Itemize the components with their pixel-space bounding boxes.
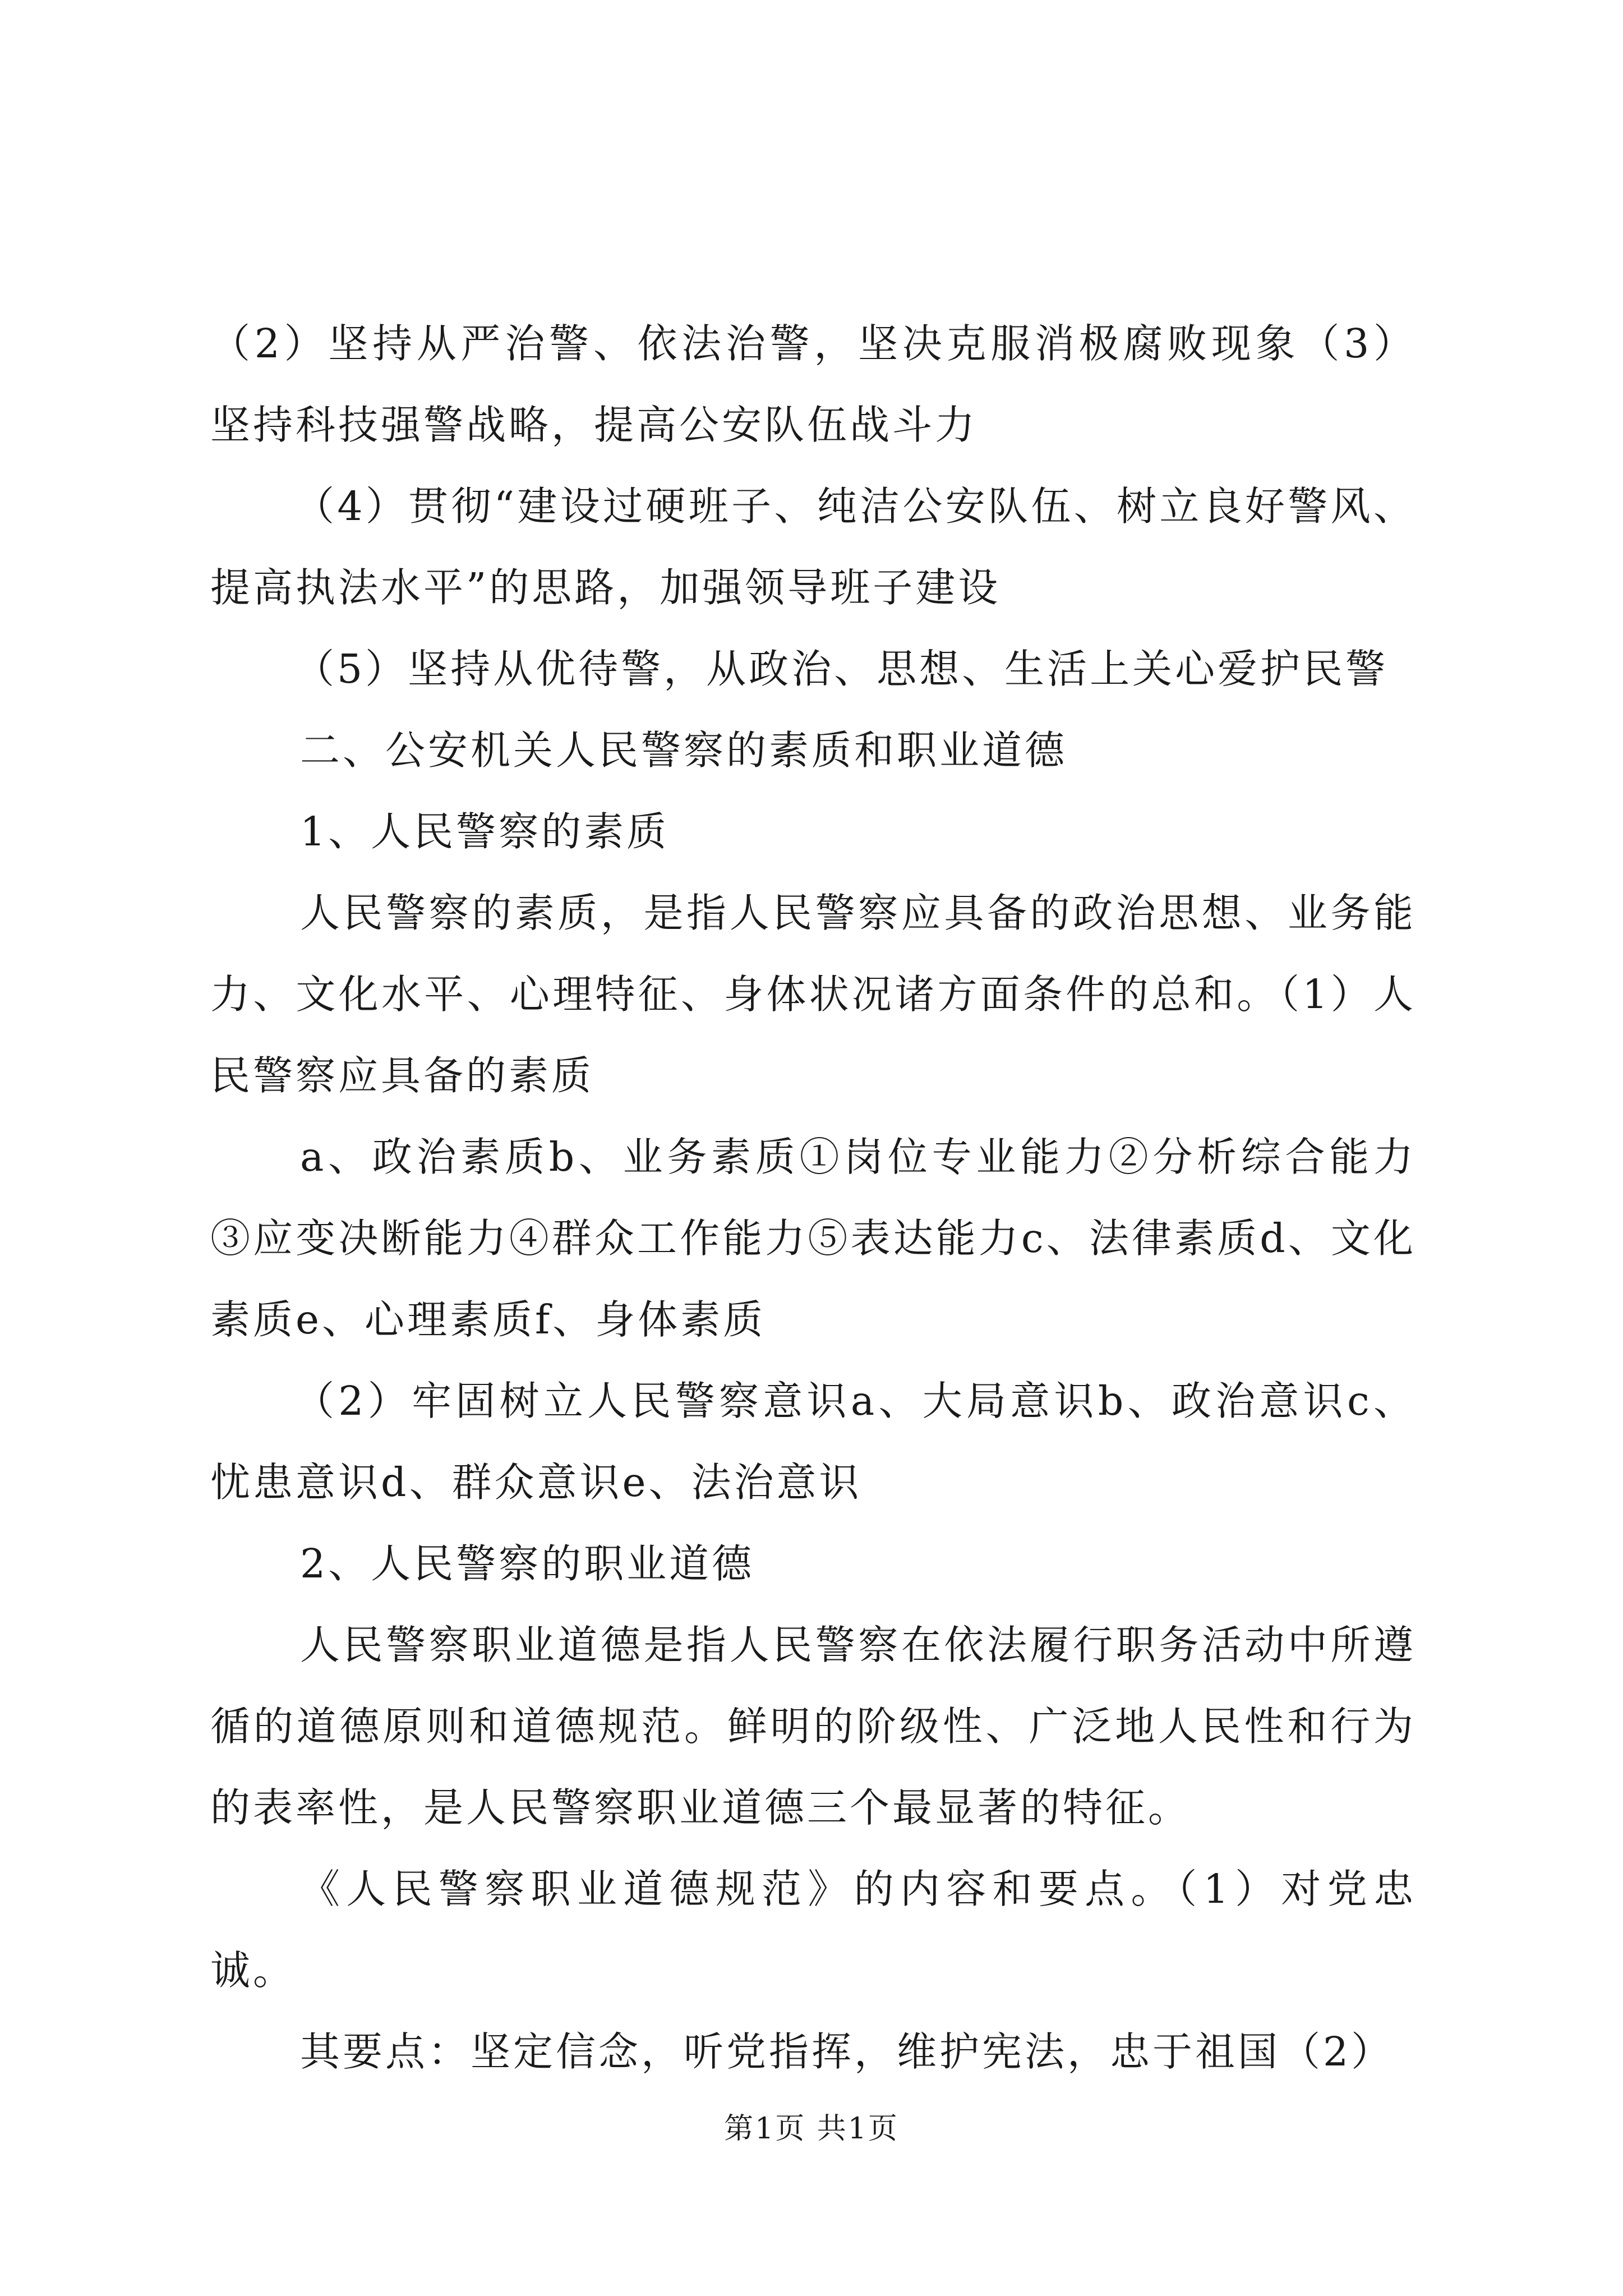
paragraph-4: 人民警察的素质，是指人民警察应具备的政治思想、业务能力、文化水平、心理特征、身体状况诸方面条件的总和。（1）人民警察应具备的素质	[210, 890, 1416, 1099]
paragraph-6: （2）牢固树立人民警察意识a、大局意识b、政治意识c、忧患意识d、群众意识e、法治意识	[210, 1378, 1416, 1506]
paragraph-2: （4）贯彻“建设过硬班子、纯洁公安队伍、树立良好警风、提高执法水平”的思路，加强领导班子建设	[210, 483, 1416, 611]
paragraph-8: 《人民警察职业道德规范》的内容和要点。（1）对党忠诚。	[210, 1866, 1416, 1994]
document-body	[210, 303, 1416, 2092]
page-footer: 第1页 共1页	[724, 2112, 899, 2146]
section-heading: 二、公安机关人民警察的素质和职业道德	[300, 727, 1068, 774]
paragraph-7: 人民警察职业道德是指人民警察在依法履行职务活动中所遵循的道德原则和道德规范。鲜明的阶级性、广泛地人民性和行为的表率性，是人民警察职业道德三个最显著的特征。	[210, 1622, 1416, 1831]
paragraph-3: （5）坚持从优待警，从政治、思想、生活上关心爱护民警	[294, 646, 1389, 692]
paragraph-1: （2）坚持从严治警、依法治警，坚决克服消极腐败现象（3）坚持科技强警战略，提高公安队伍战斗力	[210, 320, 1416, 448]
paragraph-5: a、政治素质b、业务素质①岗位专业能力②分析综合能力③应变决断能力④群众工作能力⑤表达能力c、法律素质d、文化素质e、心理素质f、身体素质	[210, 1134, 1416, 1343]
paragraph-9: 其要点：坚定信念，听党指挥，维护宪法，忠于祖国（2）	[300, 2028, 1394, 2075]
subsection-heading-1: 1、人民警察的素质	[300, 808, 670, 855]
subsection-heading-2: 2、人民警察的职业道德	[300, 1540, 755, 1587]
